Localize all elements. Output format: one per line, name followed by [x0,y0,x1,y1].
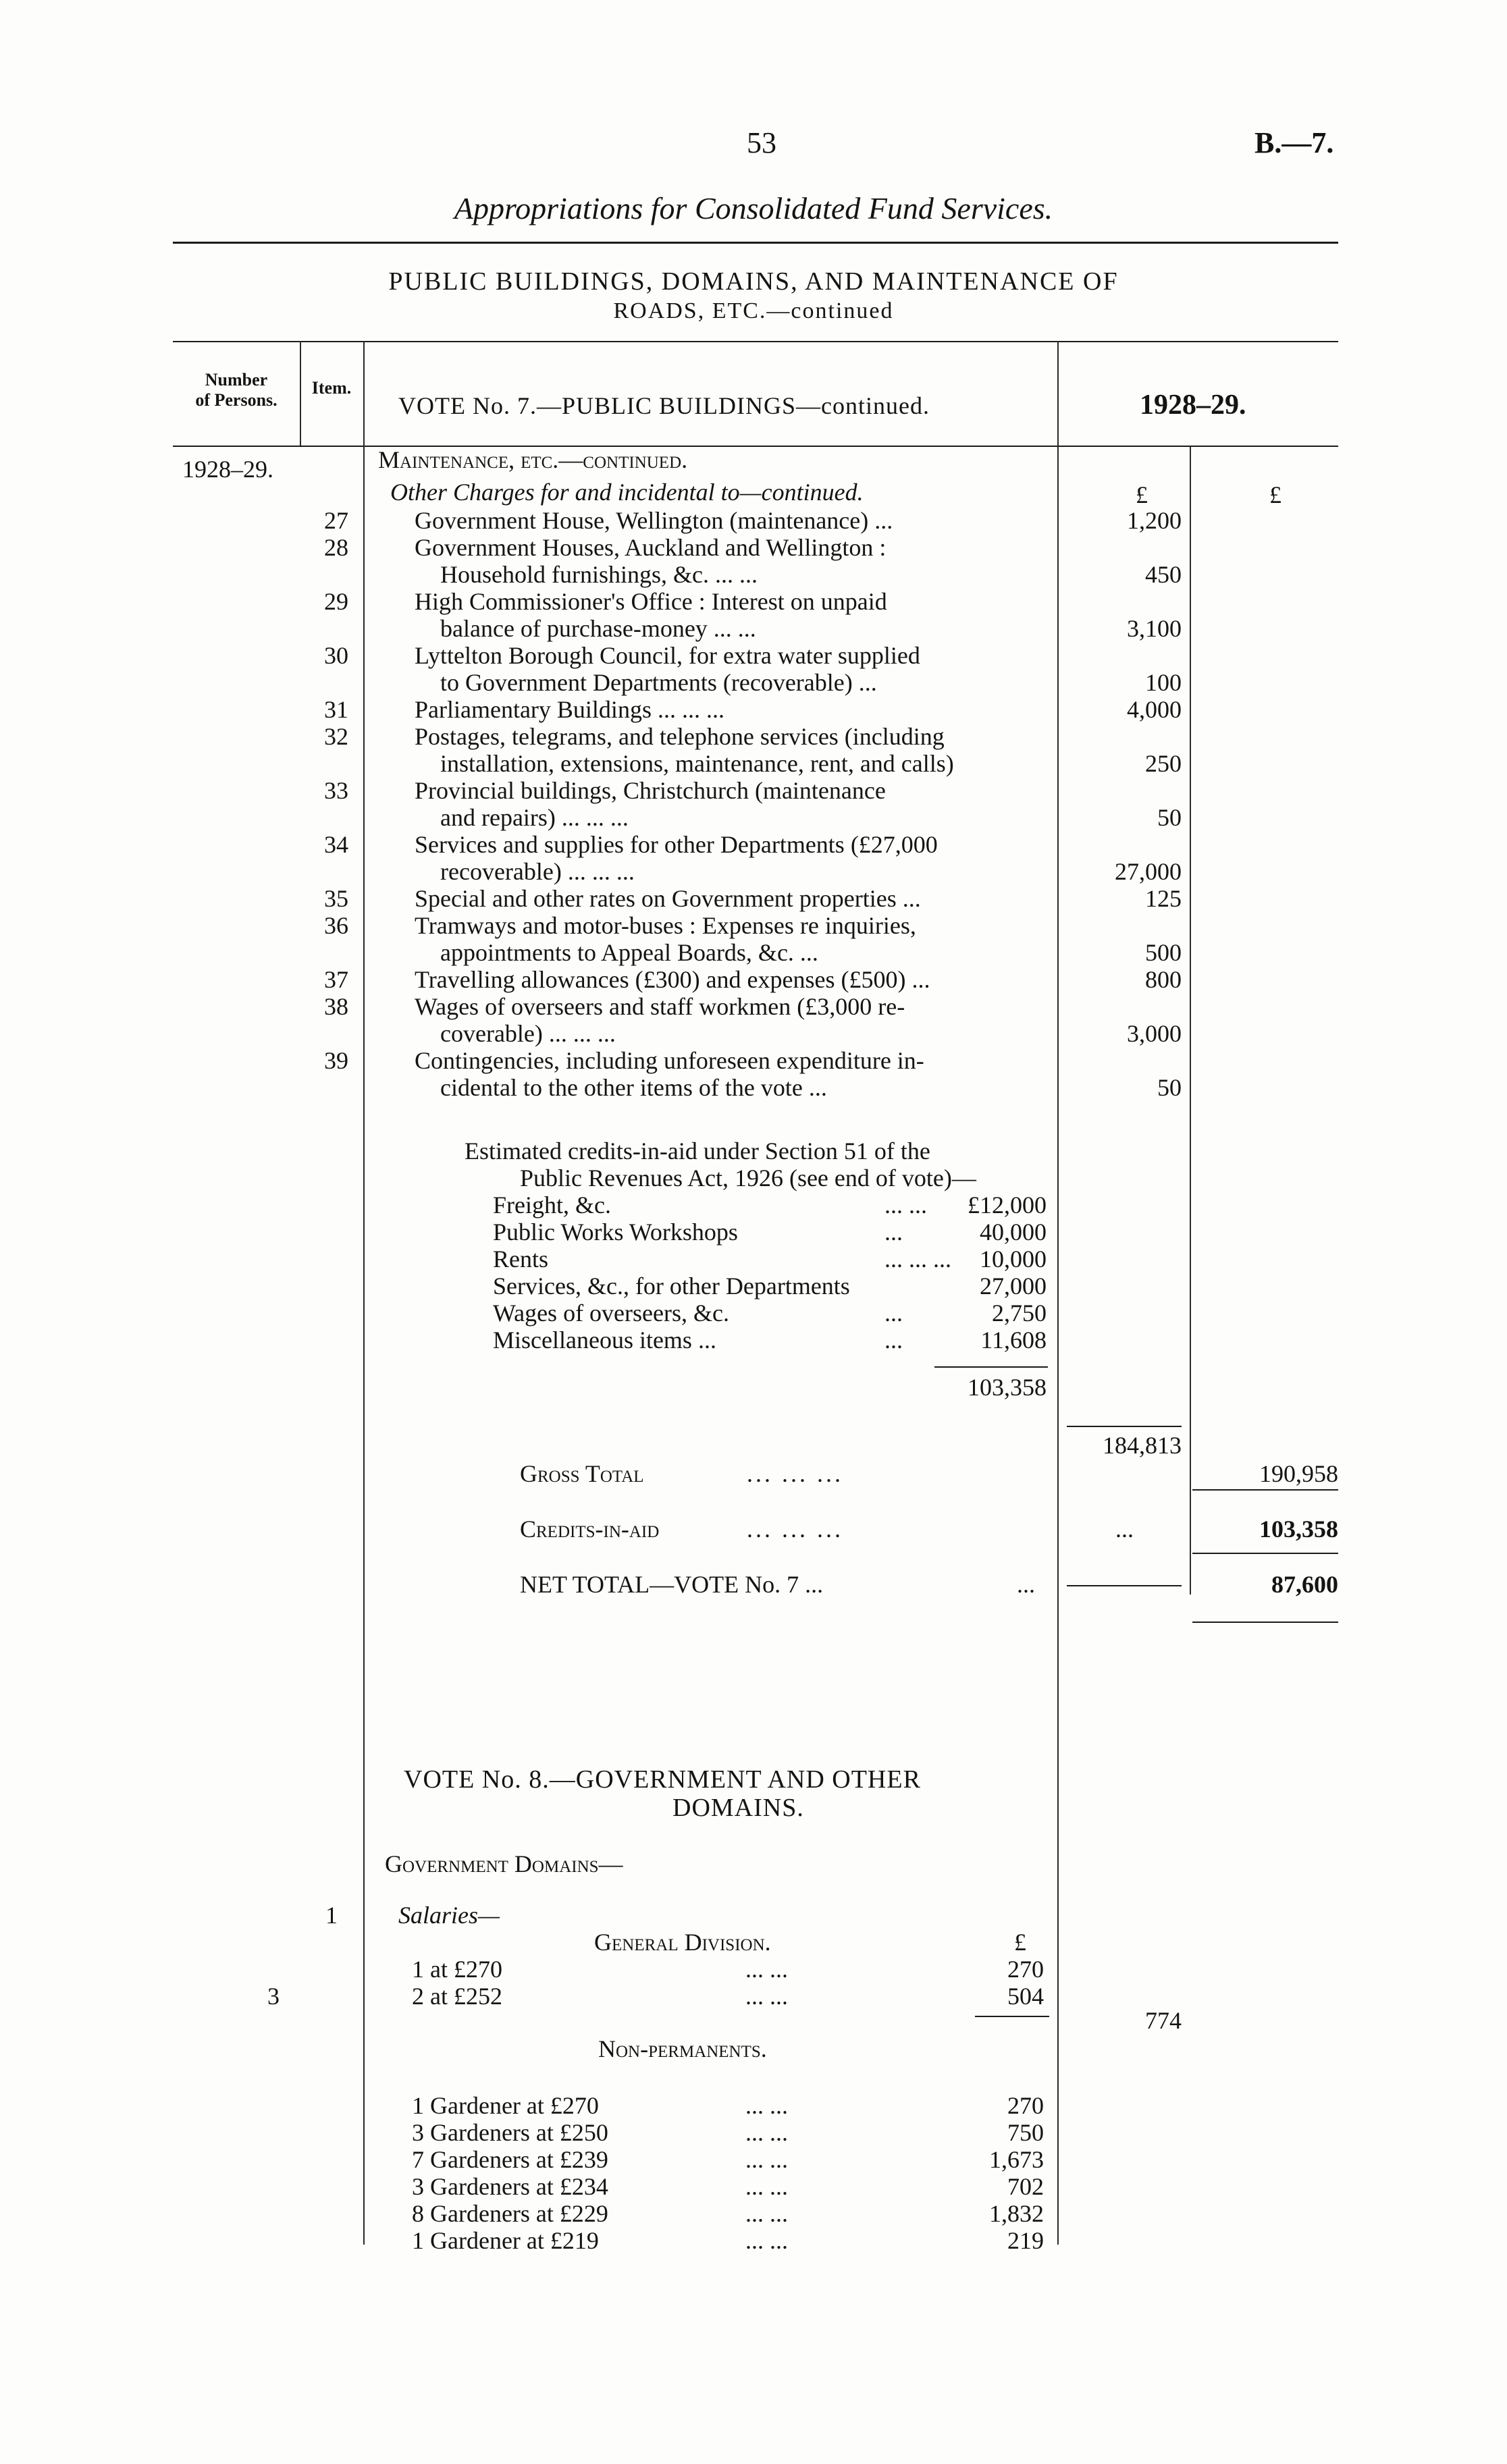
credits-total: 103,358 [968,1374,1047,1401]
credit-amount: 27,000 [980,1273,1047,1300]
page-number: 53 [747,126,776,159]
column-divider-persons [300,341,301,446]
item-description-line: Government House, Wellington (maintenance) ... [415,507,893,534]
credit-label: Wages of overseers, &c. [493,1300,729,1327]
salary-label: 1 at £270 [412,1956,502,1983]
credit-dots: ... [884,1300,903,1327]
item-amount: 250 [1145,750,1182,777]
item-description-line: Provincial buildings, Christchurch (maintenance [415,777,886,804]
gardener-label: 8 Gardeners at £229 [412,2200,608,2227]
gardener-dots: ... ... [745,2173,788,2200]
item-column-header: Item. [311,378,352,398]
subtotal-amount: 184,813 [1103,1432,1182,1459]
item-description-line: cidental to the other items of the vote ... [440,1074,827,1101]
salary-label: 2 at £252 [412,1983,502,2010]
gardener-amount: 270 [1007,2092,1044,2119]
gross-total-amount: 190,958 [1259,1460,1338,1487]
gardener-dots: ... ... [745,2146,788,2173]
other-charges-line [390,478,864,506]
credit-label: Public Works Workshops [493,1218,738,1246]
gross-total-rule [1192,1489,1338,1491]
item-amount: 500 [1145,939,1182,966]
item-description-line: Travelling allowances (£300) and expenses (£500) ... [415,966,930,993]
item-description-line: Parliamentary Buildings ... ... ... [415,696,724,723]
item-number: 39 [324,1047,348,1074]
gardener-amount: 1,832 [989,2200,1044,2227]
pound-symbol-col1: £ [1136,481,1148,508]
vote7-heading: VOTE No. 7.—PUBLIC BUILDINGS—continued. [398,392,930,419]
gardener-label: 3 Gardeners at £250 [412,2119,608,2146]
year-column-header: 1928–29. [1140,390,1246,421]
item-description-line: and repairs) ... ... ... [440,804,629,831]
item-amount: 125 [1145,885,1182,912]
persons-header-line1: Number [205,370,268,390]
salaries-label: Salaries— [398,1902,500,1929]
vote8-heading-line2: DOMAINS. [672,1794,804,1822]
gardener-amount: 702 [1007,2173,1044,2200]
column-divider-item [363,341,365,2245]
credit-amount: 11,608 [980,1327,1047,1354]
item-description-line: Services and supplies for other Departments (£27,000 [415,831,938,858]
item-description-line: Household furnishings, &c. ... ... [440,561,758,588]
net-total-rule [1192,1622,1338,1623]
persons-year: 1928–29. [182,456,273,483]
non-permanents-label: Non-permanents. [598,2035,767,2062]
credits-in-aid-rule-left [1067,1585,1182,1586]
credit-label: Services, &c., for other Departments [493,1273,850,1300]
credit-dots: ... [884,1327,903,1354]
gardener-dots: ... ... [745,2227,788,2254]
item-number: 29 [324,588,348,615]
section-title: PUBLIC BUILDINGS, DOMAINS, AND MAINTENANCE OF [388,267,1119,296]
item-description-line: Government Houses, Auckland and Wellington : [415,534,887,561]
item-description-line: Contingencies, including unforeseen expenditure in- [415,1047,924,1074]
credits-in-aid-label: Credits-in-aid [520,1516,660,1543]
credit-label: Miscellaneous items ... [493,1327,716,1354]
general-sum-rule [975,2016,1049,2017]
credit-amount: £12,000 [968,1191,1047,1218]
section-subtitle [0,298,1507,324]
item-number: 34 [324,831,348,858]
persons-header-line2: of Persons. [195,390,277,410]
general-division-total: 774 [1145,2007,1182,2034]
credits-intro-line2: Public Revenues Act, 1926 (see end of vote)— [520,1164,976,1191]
credit-dots: ... ... [884,1191,927,1218]
gardener-label: 1 Gardener at £219 [412,2227,599,2254]
item-description-line: Tramways and motor-buses : Expenses re inquiries, [415,912,916,939]
credit-amount: 2,750 [992,1300,1047,1327]
item-amount: 100 [1145,669,1182,696]
credits-sum-rule [934,1366,1048,1368]
gardener-amount: 750 [1007,2119,1044,2146]
credit-label: Rents [493,1246,549,1273]
net-total-dots: ... [1017,1571,1035,1598]
maintenance-subhead: Maintenance, etc.—continued. [378,446,688,473]
salary-amount: 504 [1007,1983,1044,2010]
title-rule [173,242,1338,244]
credits-in-aid-rule-right [1192,1553,1338,1554]
salary-dots: ... ... [745,1956,788,1983]
item-description-line: Wages of overseers and staff workmen (£3,000 re- [415,993,905,1020]
gardener-dots: ... ... [745,2092,788,2119]
subtotal-rule [1067,1426,1182,1427]
item-description-line: balance of purchase-money ... ... [440,615,756,642]
credits-in-aid-col1-dots: ... [1115,1516,1134,1543]
pound-symbol-col2: £ [1269,481,1281,508]
item-description-line: Postages, telegrams, and telephone services (including [415,723,945,750]
net-total-amount: 87,600 [1271,1571,1338,1598]
item-description-line: Special and other rates on Government properties ... [415,885,921,912]
item-amount: 50 [1157,1074,1182,1101]
vote8-pound-symbol: £ [1014,1929,1026,1956]
persons-column-header [177,370,296,410]
item-number: 30 [324,642,348,669]
gross-total-dots: ... ... ... [747,1460,843,1487]
item-description-line: to Government Departments (recoverable) ... [440,669,877,696]
item-number: 27 [324,507,348,534]
item-description-line: coverable) ... ... ... [440,1020,616,1047]
salary-dots: ... ... [745,1983,788,2010]
gardener-amount: 219 [1007,2227,1044,2254]
vote8-item-number: 1 [325,1902,338,1929]
item-number: 28 [324,534,348,561]
header-bottom-rule [173,446,1338,447]
gardener-amount: 1,673 [989,2146,1044,2173]
government-domains-subhead: Government Domains— [385,1850,623,1877]
section-subtitle-text: ROADS, ETC.—continued [613,298,894,323]
item-amount: 800 [1145,966,1182,993]
gardener-label: 3 Gardeners at £234 [412,2173,608,2200]
item-amount: 27,000 [1115,858,1182,885]
item-amount: 4,000 [1127,696,1182,723]
gardener-label: 1 Gardener at £270 [412,2092,599,2119]
page-code: B.—7. [1254,126,1334,159]
salary-amount: 270 [1007,1956,1044,1983]
vote8-heading-line1: VOTE No. 8.—GOVERNMENT AND OTHER [404,1765,921,1794]
credit-dots: ... ... ... [884,1246,951,1273]
gardener-dots: ... ... [745,2200,788,2227]
gardener-label: 7 Gardeners at £239 [412,2146,608,2173]
gardener-dots: ... ... [745,2119,788,2146]
item-amount: 450 [1145,561,1182,588]
item-description-line: recoverable) ... ... ... [440,858,635,885]
credit-amount: 10,000 [980,1246,1047,1273]
gross-total-label: Gross Total [520,1460,644,1487]
page-title: Appropriations for Consolidated Fund Services. [454,191,1053,225]
column-divider-description [1057,341,1059,2245]
item-number: 36 [324,912,348,939]
item-number: 31 [324,696,348,723]
item-amount: 1,200 [1127,507,1182,534]
credit-dots: ... [884,1218,903,1246]
item-description-line: installation, extensions, maintenance, rent, and calls) [440,750,954,777]
item-number: 32 [324,723,348,750]
credits-in-aid-dots: ... ... ... [747,1516,843,1543]
credit-label: Freight, &c. [493,1191,611,1218]
credit-amount: 40,000 [980,1218,1047,1246]
item-number: 38 [324,993,348,1020]
credits-in-aid-amount: 103,358 [1259,1516,1338,1543]
table-top-rule [173,341,1338,342]
item-number: 35 [324,885,348,912]
item-number: 37 [324,966,348,993]
item-number: 33 [324,777,348,804]
item-description-line: appointments to Appeal Boards, &c. ... [440,939,818,966]
general-division-label: General Division. [594,1929,771,1956]
other-charges-text: Other Charges for and incidental to—continued. [390,479,864,506]
item-amount: 3,100 [1127,615,1182,642]
vote8-persons: 3 [267,1983,280,2010]
credits-intro-line1: Estimated credits-in-aid under Section 51 of the [465,1137,930,1164]
net-total-label: NET TOTAL—VOTE No. 7 ... [520,1571,824,1598]
item-description-line: High Commissioner's Office : Interest on unpaid [415,588,887,615]
item-amount: 50 [1157,804,1182,831]
item-description-line: Lyttelton Borough Council, for extra water supplied [415,642,920,669]
item-amount: 3,000 [1127,1020,1182,1047]
column-divider-amount [1190,447,1191,1595]
